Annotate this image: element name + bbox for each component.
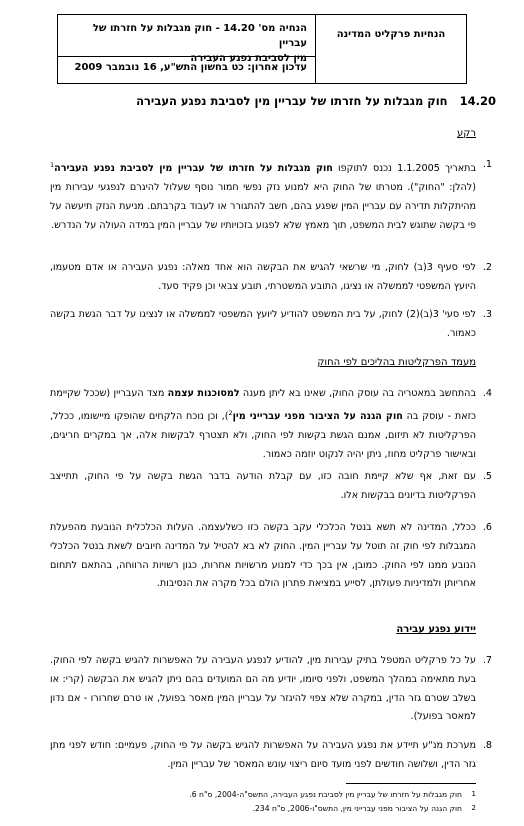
section-heading-background: רקע: [457, 128, 476, 139]
paragraph-5: 5. עם זאת, אף שלא קיימת חובה כזו, עם קבלת הודעה בדבר הגשת בקשה על פי החוק, תתייצב הפרקליטות בדיונים בבקשות אלו.: [50, 468, 476, 506]
paragraph-number: 6.: [482, 522, 492, 533]
paragraph-number: 5.: [482, 471, 492, 482]
last-update: עדכון אחרון: כט בחשון התש"ע, 16 נובמבר 2009: [74, 62, 307, 73]
paragraph-number: 2.: [482, 262, 492, 273]
footnote-2: 2חוק הגנה על הציבור מפני עברייני מין, התשס"ו-2006, ס"ח 234.: [252, 804, 476, 813]
section-heading-prosecution: מעמד הפרקליטות בהליכים לפי החוק: [317, 357, 476, 368]
footnote-number: 1: [471, 790, 476, 798]
law-name: חוק הגנה על הציבור מפני עברייני מין: [232, 410, 403, 422]
paragraph-7: 7. על כל פרקליט המטפל בתיק עבירות מין, להודיע לנפגע העבירה על האפשרות להגיש בקשה לפי החוק. בעת מתאימה במהלך המשפט, ולפני סיומו, יודיע מה הם המועדים בהם ניתן להגיש את הבקשה (קרי: או בשלב שטרם גזר הדין, במקרה שלא צפוי להיגזר על עבריין המין מאסר בפועל, או טרם שחרורו - אם נדון למאסר בפועל).: [50, 652, 476, 727]
directive-name: חוק מגבלות על חזרתו של עבריין מין לסביבת נפגע העבירה: [136, 94, 448, 108]
paragraph-number: 8.: [482, 740, 492, 751]
paragraph-4: 4. בהתחשב במאטריה בה עוסק החוק, שאינו בא ליתן מענה למסוכנות עצמה מצד העבריין (שככל שקיימת כזאת - עוסק בה חוק הגנה על הציבור מפני עברייני מין$^2$), וכן נוכח הלקחים שהופקו מיישומו, ככלל, הפרקליטות לא תיזום, אמנם הגשת בקשות לפי החוק, ולא תצטרף לבקשות אלה, אך במקרים חריגים, ובאישור פרקליט מחוז, ניתן יהיה לנקוט יוזמה כאמור.: [50, 385, 476, 464]
main-heading: [26, 94, 496, 108]
footnote-number: 2: [471, 804, 476, 812]
paragraph-number: 3.: [482, 309, 492, 320]
paragraph-number: 4.: [482, 388, 492, 399]
series-label: הנחיות פרקליט המדינה: [315, 15, 466, 83]
paragraph-number: 7.: [482, 655, 492, 666]
footnote-ref[interactable]: 2: [228, 408, 233, 417]
directive-header: [57, 14, 467, 84]
paragraph-2: 2. לפי סעיף 3(ב) לחוק, מי שרשאי להגיש את הבקשה הוא אחד מאלה: נפגע העבירה או אדם מטעמו, היועץ המשפטי לממשלה או נציגו, התובע המשטרתי, תובע צבאי וכן פקיד סעד.: [50, 259, 476, 297]
directive-title-line2: מין לסביבת נפגע העבירה: [190, 53, 307, 64]
footnote-divider: [346, 783, 476, 784]
paragraph-number: 1.: [482, 159, 492, 170]
law-name: חוק מגבלות על חזרתו של עבריין מין לסביבת נפגע העבירה: [54, 163, 333, 175]
paragraph-8: 8. מערכת מנ"ע תיידע את נפגע העבירה על האפשרות להגיש בקשה על פי החוק, פעמיים: חודש לפני מתן גזר הדין, ושלושה חודשים לפני מועד סיום ריצוי עונש המאסר של עבריין המין.: [50, 737, 476, 775]
footnote-ref[interactable]: 1: [50, 161, 55, 169]
paragraph-3: 3. לפי סעי' 3(ב)(2) לחוק, על בית המשפט להודיע ליועץ המשפטי לממשלה או לנציגו על דבר הגשת בקשה כאמור.: [50, 306, 476, 344]
section-heading-victim-notification: יידוע נפגע עבירה: [396, 624, 476, 635]
directive-title-line1: הנחיה מס' 14.20 - חוק מגבלות על חזרתו של עבריין: [92, 23, 307, 49]
footnote-1: 1חוק מגבלות על חזרתו של עבריין מין לסביבת נפגע העבירה, התשס"ה-2004, ס"ח 6.: [189, 790, 476, 799]
paragraph-6: 6. ככלל, המדינה לא תשא בנטל הכלכלי עקב בקשה כזו כשלעצמה. העלות הכלכלית הנובעת מהפעלת המגבלות לפי חוק זה תוטל על עבריין המין. החוק לא בא להטיל על המדינה חיובים לשאת בנטל הכלכלי הנובע ממנו לפי החוק. כמובן, אין בכך כדי למנוע מרשויות אחרות, כגון רשויות הרווחה, בהתאם לתחום אחריותן ולמדיניות פעולתן, לסייע במציאת פתרון הולם בכל מקרה את הנסיבות.: [50, 519, 476, 594]
paragraph-1: 1. בתאריך 1.1.2005 נכנס לתוקפו חוק מגבלות על חזרתו של עבריין מין לסביבת נפגע העבירה$^1$ (להלן: "החוק"). מטרתו של החוק היא למנוע נזק נפשי חמור נוסף שעלול להיגרם לנפגעי עבירות מין מהיתקלות תדירה עם עבריין המין שפגע בהם, חשב להתגורר או לעבוד בקרבתם. מניעת הנזק תיעשה על פי בקשה שתוגש לבית המשפט, תוך מאמץ שלא לפגוע בזכויותיו של עבריין המין במידה העולה על הנדרש.: [50, 156, 476, 235]
directive-title: [58, 15, 315, 64]
directive-number: 14.20: [459, 94, 496, 108]
